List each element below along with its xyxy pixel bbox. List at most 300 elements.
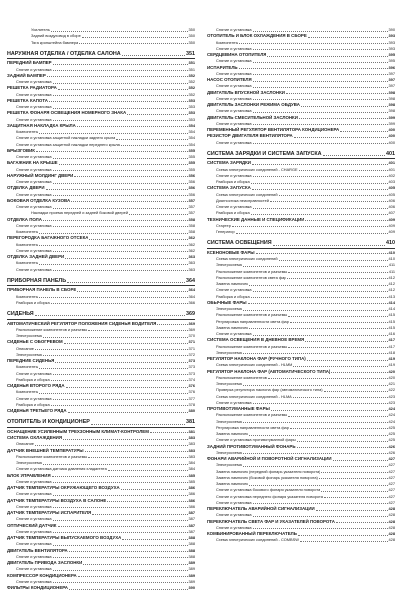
toc-dot-leader xyxy=(39,297,187,298)
toc-page-number: 370 xyxy=(188,333,195,338)
toc-entry-title: Электросхема xyxy=(216,262,242,268)
toc-entry-title: Разборка и сборка xyxy=(16,299,50,305)
toc-dot-leader xyxy=(71,201,187,202)
section-divider xyxy=(7,58,195,59)
toc-page-number: 358 xyxy=(188,229,195,234)
toc-entry xyxy=(207,229,395,235)
toc-dot-leader xyxy=(66,387,188,388)
toc-page-number: 355 xyxy=(188,154,195,159)
toc-page-number: 383 xyxy=(188,453,195,459)
toc-dot-leader xyxy=(63,439,188,440)
toc-entry-title: ДАТЧИК ТЕМПЕРАТУРЫ ИСПАРИТЕЛЯ xyxy=(7,510,92,515)
toc-dot-leader xyxy=(122,55,185,56)
toc-page-number: 414 xyxy=(388,306,395,311)
toc-dot-leader xyxy=(82,37,188,38)
toc-page-number: 427 xyxy=(388,487,395,493)
toc-page-number: 387 xyxy=(188,516,195,522)
toc-entry-title: Снятие и установка xyxy=(16,578,52,584)
toc-entry-title: Электросхема xyxy=(16,351,42,357)
toc-dot-leader xyxy=(253,143,388,144)
toc-entry-title: Снятие и установка защитной накладки переднего крыла xyxy=(16,141,120,147)
toc-page-number: 350 xyxy=(188,39,195,45)
toc-page-number: 353 xyxy=(188,110,195,116)
toc-dot-leader xyxy=(324,391,388,392)
toc-dot-leader xyxy=(239,43,387,44)
toc-page-number: 386 xyxy=(188,497,195,503)
toc-page-number: 416 xyxy=(388,331,395,336)
toc-page-number: 412 xyxy=(388,281,395,286)
toc-page-number: 420 xyxy=(388,374,395,380)
toc-page-number: 387 xyxy=(188,522,195,528)
toc-dot-leader xyxy=(253,176,388,177)
toc-page-number: 352 xyxy=(188,91,195,97)
toc-page-number: 428 xyxy=(388,518,395,524)
toc-entry-title: ФОНАРИ АВАРИЙНОЙ И ПОВОРОТНОЙ СИГНАЛИЗАЦИИ xyxy=(207,456,332,461)
toc-entry-title: ДВИГАТЕЛЬ СМЕСИТЕЛЬНОЙ ЗАСЛОНКИ xyxy=(207,114,298,120)
toc-dot-leader xyxy=(53,208,188,209)
toc-dot-leader xyxy=(340,131,387,132)
toc-entry xyxy=(7,300,195,306)
toc-dot-leader xyxy=(249,328,388,329)
toc-dot-leader xyxy=(58,526,188,527)
toc-dot-leader xyxy=(256,253,388,254)
toc-entry-title: Схема электрических соединений - COMBSW xyxy=(216,537,299,543)
toc-page-number: 383 xyxy=(188,447,195,453)
toc-dot-leader xyxy=(253,335,388,336)
toc-entry-title: Расположение компонентов света фар xyxy=(216,274,287,280)
toc-dot-leader xyxy=(331,372,387,373)
toc-page-number: 372 xyxy=(188,351,195,357)
toc-page-number: 366 xyxy=(188,299,195,305)
toc-page-number: 357 xyxy=(188,197,195,203)
toc-dot-leader xyxy=(51,380,188,381)
toc-entry-title: БОКОВАЯ ОТДЕЛКА КУЗОВА xyxy=(7,197,71,203)
toc-section-heading xyxy=(7,418,195,426)
toc-entry-title: Снятие и установка xyxy=(16,179,52,184)
toc-page-number: 351 xyxy=(188,60,195,66)
toc-page-number: 395 xyxy=(388,58,395,64)
toc-entry-title: Разборка и сборка xyxy=(16,401,50,407)
toc-dot-leader xyxy=(253,62,388,63)
toc-page-number: 373 xyxy=(188,370,195,376)
toc-dot-leader xyxy=(53,183,188,184)
toc-dot-leader xyxy=(43,337,188,338)
toc-entry-title: Снятие и установка бокового фонаря указателя поворота xyxy=(216,487,321,493)
toc-dot-leader xyxy=(79,43,187,44)
toc-page-number: 415 xyxy=(388,324,395,330)
toc-dot-leader xyxy=(251,297,388,298)
toc-page-number: 355 xyxy=(188,166,195,172)
toc-page-number: 371 xyxy=(188,345,195,351)
toc-page-number: 401 xyxy=(386,150,395,157)
toc-page-number: 421 xyxy=(388,381,395,386)
toc-entry-title: Снятие и установка xyxy=(16,191,52,197)
toc-column-left xyxy=(7,27,195,591)
toc-entry-title: Снятие и установка xyxy=(16,166,52,172)
toc-entry-title: Схема электрических соединений xyxy=(216,256,278,261)
toc-entry-title: Расположение компонентов xyxy=(216,374,267,380)
toc-entry-title: ПРИБОРНАЯ ПАНЕЛЬ xyxy=(7,277,67,284)
toc-entry-title: РЕШЕТКА КАПОТА xyxy=(7,97,48,103)
toc-entry-title: Снятие и установка xyxy=(216,27,252,32)
toc-page-number: 419 xyxy=(388,356,395,361)
toc-dot-leader xyxy=(108,470,188,471)
toc-dot-leader xyxy=(53,520,188,521)
toc-page-number: 428 xyxy=(388,512,395,518)
toc-page-number: 386 xyxy=(188,491,195,497)
toc-dot-leader xyxy=(59,164,188,165)
toc-entry-title: Замена лампочек xyxy=(216,281,248,286)
toc-entry-title: Снятие и установка xyxy=(216,120,252,126)
toc-entry-title: Снятие и установка xyxy=(216,499,252,505)
toc-dot-leader xyxy=(273,245,385,246)
toc-dot-leader xyxy=(53,83,188,84)
toc-section-heading xyxy=(7,50,195,58)
toc-page-number: 415 xyxy=(388,318,395,324)
toc-page-number: 427 xyxy=(388,474,395,480)
toc-dot-leader xyxy=(251,183,388,184)
toc-entry-title: СИСТЕМА ОСВЕЩЕНИЯ xyxy=(207,240,272,247)
toc-dot-leader xyxy=(51,303,188,304)
toc-page-number: 410 xyxy=(388,256,395,261)
toc-dot-leader xyxy=(253,74,388,75)
toc-entry-title: ОТОПИТЕЛЬ И БЛОК ОХЛАЖДЕНИЯ В СБОРЕ xyxy=(207,33,307,39)
toc-dot-leader xyxy=(253,528,388,529)
toc-entry-title: Описание xyxy=(16,441,34,447)
toc-dot-leader xyxy=(319,478,388,479)
toc-page-number: 383 xyxy=(188,441,195,447)
toc-dot-leader xyxy=(253,503,388,504)
toc-page-number: 362 xyxy=(188,235,195,241)
toc-entry-title: Снятие и установка xyxy=(16,204,52,209)
toc-entry-title: ЗАДНИЙ ПРОТИВОТУМАННЫЙ ФОНАРЬ xyxy=(207,443,296,449)
toc-entry-title: Схема электрических соединений - HLMA xyxy=(216,393,292,399)
toc-dot-leader xyxy=(243,310,388,311)
toc-entry-title: Компоненты xyxy=(16,364,39,370)
toc-dot-leader xyxy=(297,447,388,448)
toc-page-number: 405 xyxy=(388,185,395,191)
toc-page-number: 400 xyxy=(388,139,395,145)
toc-page-number: 426 xyxy=(388,449,395,455)
toc-entry-title: Снятие и установка xyxy=(216,331,252,336)
toc-entry-title: Генератор xyxy=(216,229,235,234)
toc-dot-leader xyxy=(83,564,187,565)
toc-page-number: 406 xyxy=(388,204,395,209)
toc-entry-title: РЕЗИСТОР ДВИГАТЕЛЯ ВЕНТИЛЯТОРА xyxy=(207,133,293,139)
toc-entry-title: Расположение компонентов и разъемы xyxy=(216,268,288,274)
toc-entry-title: Снятие и установка xyxy=(216,95,252,101)
toc-dot-leader xyxy=(77,291,187,292)
toc-dot-leader xyxy=(299,118,388,119)
toc-dot-leader xyxy=(88,330,187,331)
toc-page-number: 369 xyxy=(186,311,195,317)
toc-page-number: 427 xyxy=(388,499,395,505)
toc-dot-leader xyxy=(39,368,187,369)
toc-entry-title: Электросхема xyxy=(16,460,42,465)
toc-dot-leader xyxy=(92,514,187,515)
toc-dot-leader xyxy=(49,101,188,102)
toc-entry-title: ОСНАЩЕНИЕ УСИЛЕННЫМ ТРЕХЗОННЫМ КЛИМАТ-КОНТРОЛЕМ xyxy=(7,428,149,434)
toc-dot-leader xyxy=(53,226,188,227)
toc-entry-title: Снятие и установка датчика давления хладагента xyxy=(16,466,107,472)
toc-page-number: 354 xyxy=(188,122,195,128)
toc-entry-title: Замена лампочек xyxy=(216,481,248,486)
toc-entry-title: Электросхема xyxy=(216,462,242,468)
toc-page-number: 428 xyxy=(388,506,395,511)
toc-dot-leader xyxy=(268,378,388,379)
toc-page-number: 389 xyxy=(188,572,195,578)
toc-page-number: 351 xyxy=(188,66,195,72)
toc-dot-leader xyxy=(53,507,188,508)
toc-entry-title: ЗАЩИТНАЯ НАКЛАДКА КРЫЛА xyxy=(7,122,76,128)
toc-dot-leader xyxy=(324,497,388,498)
toc-entry-title: Снятие и установка xyxy=(16,478,52,484)
toc-entry-title: Снятие и установка xyxy=(16,79,52,84)
toc-dot-leader xyxy=(89,239,187,240)
toc-dot-leader xyxy=(53,374,188,375)
toc-page-number: 407 xyxy=(388,210,395,216)
toc-page-number: 352 xyxy=(188,72,195,78)
toc-page-number: 402 xyxy=(388,172,395,178)
toc-entry-title: КСЕНОНОВЫЕ ФАРЫ xyxy=(207,249,255,255)
toc-entry-title: Регулировка направленности света фар xyxy=(216,424,289,430)
toc-dot-leader xyxy=(297,441,388,442)
toc-entry-title: ДАТЧИК ТЕМПЕРАТУРЫ ОКРУЖАЮЩЕГО ВОЗДУХА xyxy=(7,485,120,490)
toc-dot-leader xyxy=(129,214,188,215)
toc-dot-leader xyxy=(69,551,188,552)
toc-page-number: 426 xyxy=(388,443,395,449)
toc-entry-title: ОТДЕЛКА ДВЕРИ xyxy=(7,185,45,191)
toc-page-number: 390 xyxy=(188,585,195,590)
toc-page-number: 417 xyxy=(388,337,395,343)
toc-page-number: 424 xyxy=(388,412,395,418)
toc-entry-title: Замена лампочек xyxy=(216,431,248,436)
toc-page-number: 389 xyxy=(188,566,195,572)
toc-heading xyxy=(7,585,195,591)
toc-entry-title: Накладки проема передней и задней боковой дверей xyxy=(31,210,128,216)
toc-entry-title: Снятие и установка противотуманной фары xyxy=(216,437,296,443)
toc-entry-title: СИСТЕМА ЗАРЯДКИ xyxy=(207,160,251,166)
toc-page-number: 364 xyxy=(188,287,195,293)
toc-dot-leader xyxy=(39,133,187,134)
toc-page-number: 364 xyxy=(188,293,195,299)
toc-entry-title: Снятие и установка xyxy=(216,70,252,76)
toc-page-number: 401 xyxy=(388,160,395,166)
toc-page-number: 420 xyxy=(388,368,395,374)
toc-entry-title: Компоненты xyxy=(16,293,39,299)
toc-entry-title: Снятие и установка xyxy=(16,503,52,509)
toc-column-right xyxy=(207,27,395,544)
toc-dot-leader xyxy=(253,87,388,88)
toc-page-number: 385 xyxy=(188,478,195,484)
toc-dot-leader xyxy=(290,322,388,323)
section-divider xyxy=(207,248,395,249)
toc-page-number: 355 xyxy=(188,147,195,153)
toc-entry xyxy=(207,140,395,146)
toc-entry-title: Снятие и установка xyxy=(216,204,252,209)
toc-dot-leader xyxy=(53,64,188,65)
toc-page-number: 415 xyxy=(388,312,395,318)
toc-section-heading xyxy=(207,239,395,247)
toc-entry-title: Снятие и установка xyxy=(216,524,252,530)
toc-dot-leader xyxy=(253,31,388,32)
toc-entry-title: ОПТИЧЕСКИЙ ДАТЧИК xyxy=(7,522,57,528)
toc-section-heading xyxy=(7,277,195,285)
toc-entry-title: СИДЕНЬЯ ВТОРОГО РЯДА xyxy=(7,383,65,388)
toc-entry-title: Регулировка направленности света фар xyxy=(216,318,289,324)
toc-entry-title: СИСТЕМА ЗАРЯДКИ И СИСТЕМА ЗАПУСКА xyxy=(207,150,322,157)
toc-page-number: 398 xyxy=(388,108,395,114)
toc-entry-title: РЕШЕТКА ФОНАРЯ ОСВЕЩЕНИЯ НОМЕРНОГО ЗНАКА xyxy=(7,110,127,116)
toc-page-number: 411 xyxy=(388,262,395,268)
toc-dot-leader xyxy=(299,170,388,171)
toc-dot-leader xyxy=(288,416,387,417)
toc-dot-leader xyxy=(305,220,387,221)
toc-page-number: 398 xyxy=(388,89,395,95)
toc-page-number: 389 xyxy=(188,578,195,584)
toc-dot-leader xyxy=(78,576,188,577)
toc-entry-title: Электросхема xyxy=(16,333,42,338)
toc-dot-leader xyxy=(43,220,188,221)
toc-dot-leader xyxy=(270,201,388,202)
toc-dot-leader xyxy=(65,258,187,259)
toc-page-number: 374 xyxy=(188,376,195,382)
toc-dot-leader xyxy=(53,545,188,546)
toc-dot-leader xyxy=(243,453,388,454)
toc-entry-title: ПЕРЕГОРОДКА БАГАЖНОГО ОТСЕКА xyxy=(7,235,89,241)
toc-page-number: 363 xyxy=(188,266,195,272)
toc-entry-title: Снятие и установка xyxy=(216,45,252,51)
toc-page-number: 354 xyxy=(188,141,195,147)
toc-dot-leader xyxy=(39,233,187,234)
toc-entry-title: Снятие и установка xyxy=(16,91,52,97)
toc-page-number: 393 xyxy=(388,33,395,39)
toc-entry-title: Диагностика неисправностей xyxy=(216,197,269,203)
toc-entry-title: БАГАЖНИК НА КРЫШЕ xyxy=(7,160,58,166)
toc-page-number: 397 xyxy=(388,77,395,82)
toc-entry-title: Снятие и установка xyxy=(16,566,52,572)
toc-entry-title: Снятие и установка xyxy=(216,139,252,145)
toc-dot-leader xyxy=(107,501,187,502)
toc-page-number: 358 xyxy=(188,216,195,222)
toc-entry-title: СИСТЕМА ОСВЕЩЕНИЯ В ДНЕВНОЕ ВРЕМЯ xyxy=(207,337,305,343)
toc-entry-title: ТЕХНИЧЕСКИЕ ДАННЫЕ И СПЕЦИФИКАЦИИ xyxy=(207,216,305,222)
toc-dot-leader xyxy=(253,291,388,292)
toc-entry-title: ИСПАРИТЕЛЬ xyxy=(207,64,238,70)
toc-dot-leader xyxy=(253,112,388,113)
toc-entry-title: ОБЫЧНЫЕ ФАРЫ xyxy=(207,299,247,305)
toc-entry-title: ДВИГАТЕЛЬ ПРИВОДА ЗАСЛОНКИ xyxy=(7,560,83,565)
toc-page-number: 411 xyxy=(388,268,395,274)
toc-entry-title: Тяга кронштейна бампера xyxy=(31,39,79,45)
toc-entry-title: Проверка регулятора наклона фар (автоматического типа) xyxy=(216,387,323,393)
toc-entry-title: Снятие и установка xyxy=(16,266,52,272)
toc-dot-leader xyxy=(74,176,187,177)
toc-page-number: 427 xyxy=(388,456,395,461)
toc-entry-title: Схема электрических соединений xyxy=(216,191,278,197)
toc-dot-leader xyxy=(336,522,388,523)
toc-dot-leader xyxy=(267,56,387,57)
toc-page-number: 353 xyxy=(188,97,195,103)
toc-entry-title: ОТОПИТЕЛЬ И КОНДИЦИОНЕР xyxy=(7,419,90,426)
toc-page-number: 388 xyxy=(188,541,195,547)
toc-page-number: 362 xyxy=(188,241,195,247)
toc-entry-title: Снятие и установка xyxy=(16,491,52,497)
toc-dot-leader xyxy=(316,510,388,511)
toc-page-number: 376 xyxy=(188,389,195,395)
toc-dot-leader xyxy=(47,76,188,77)
toc-page-number: 428 xyxy=(388,537,395,543)
toc-entry-title: КОМБИНИРОВАННЫЙ ПЕРЕКЛЮЧАТЕЛЬ xyxy=(207,531,297,536)
toc-dot-leader xyxy=(248,303,388,304)
toc-page-number: 390 xyxy=(388,27,395,32)
toc-dot-leader xyxy=(85,451,188,452)
toc-dot-leader xyxy=(39,245,187,246)
toc-entry-title: Снятие и установка xyxy=(216,287,252,293)
toc-entry-title: ПЕРЕДНИЙ БАМПЕР xyxy=(7,60,52,66)
toc-entry-title: ПЕРЕКЛЮЧАТЕЛЬ СВЕТА ФАР И УКАЗАТЕЛЕЙ ПОВОРОТА xyxy=(207,518,335,524)
toc-entry-title: Снятие и установка xyxy=(16,154,52,159)
toc-entry-title: НАРУЖНАЯ ОТДЕЛКА / ОТДЕЛКА САЛОНА xyxy=(7,50,121,57)
toc-page-number: 419 xyxy=(388,362,395,368)
toc-dot-leader xyxy=(67,282,185,283)
toc-page-number: 422 xyxy=(388,387,395,393)
section-divider xyxy=(7,319,195,320)
toc-page-number: 376 xyxy=(188,383,195,388)
toc-page-number: 428 xyxy=(388,531,395,536)
toc-dot-leader xyxy=(53,582,188,583)
toc-dot-leader xyxy=(53,251,188,252)
toc-entry-title: СИСТЕМА ОХЛАЖДЕНИЯ xyxy=(7,435,62,440)
toc-entry-title: Электросхема xyxy=(216,349,242,355)
toc-entry-title: Расположение компонентов и разъемы xyxy=(16,326,88,332)
toc-page-number: 369 xyxy=(188,326,195,332)
toc-dot-leader xyxy=(157,324,187,325)
toc-page-number: 386 xyxy=(188,485,195,490)
toc-entry xyxy=(7,40,195,46)
toc-page-number: 398 xyxy=(388,102,395,107)
toc-page-number: 350 xyxy=(188,27,195,32)
toc-dot-leader xyxy=(286,93,388,94)
toc-page-number: 377 xyxy=(188,395,195,401)
toc-page-number: 358 xyxy=(188,222,195,228)
toc-page-number: 384 xyxy=(188,460,195,465)
toc-dot-leader xyxy=(308,37,388,38)
toc-entry-title: РЕГУЛЯТОР НАКЛОНА ФАР (РУЧНОГО ТИПА) xyxy=(207,356,306,361)
toc-entry-title: Компоненты xyxy=(16,229,39,234)
toc-page-number: 356 xyxy=(188,185,195,191)
toc-dot-leader xyxy=(121,145,188,146)
toc-page-number: 400 xyxy=(388,133,395,139)
toc-page-number: 423 xyxy=(388,399,395,405)
toc-page-number: 389 xyxy=(188,560,195,565)
toc-page-number: 399 xyxy=(388,120,395,126)
toc-page-number: 388 xyxy=(188,547,195,553)
toc-page-number: 427 xyxy=(388,481,395,486)
toc-entry-title: Компоненты xyxy=(16,129,39,134)
toc-page-number: 409 xyxy=(388,229,395,234)
toc-entry-title: РЕГУЛЯТОР НАКЛОНА ФАР (АВТОМАТИЧЕСКОГО ТИПА) xyxy=(207,368,331,374)
toc-entry-title: Снятие и установка xyxy=(216,108,252,114)
toc-dot-leader xyxy=(305,341,387,342)
toc-entry-title: Расположение компонентов и разъемы xyxy=(16,453,88,459)
toc-dot-leader xyxy=(249,485,388,486)
toc-dot-leader xyxy=(243,466,388,467)
toc-entry-title: ПЕРЕМЕННЫЙ РЕГУЛЯТОР ВЕНТИЛЯТОРА КОНДИЦИОНЕРА xyxy=(207,127,340,132)
toc-entry-title: Замена лампочек (боковой фонарь указателя поворота) xyxy=(216,474,318,480)
toc-page-number: 354 xyxy=(188,129,195,134)
toc-page-number: 351 xyxy=(186,50,195,57)
